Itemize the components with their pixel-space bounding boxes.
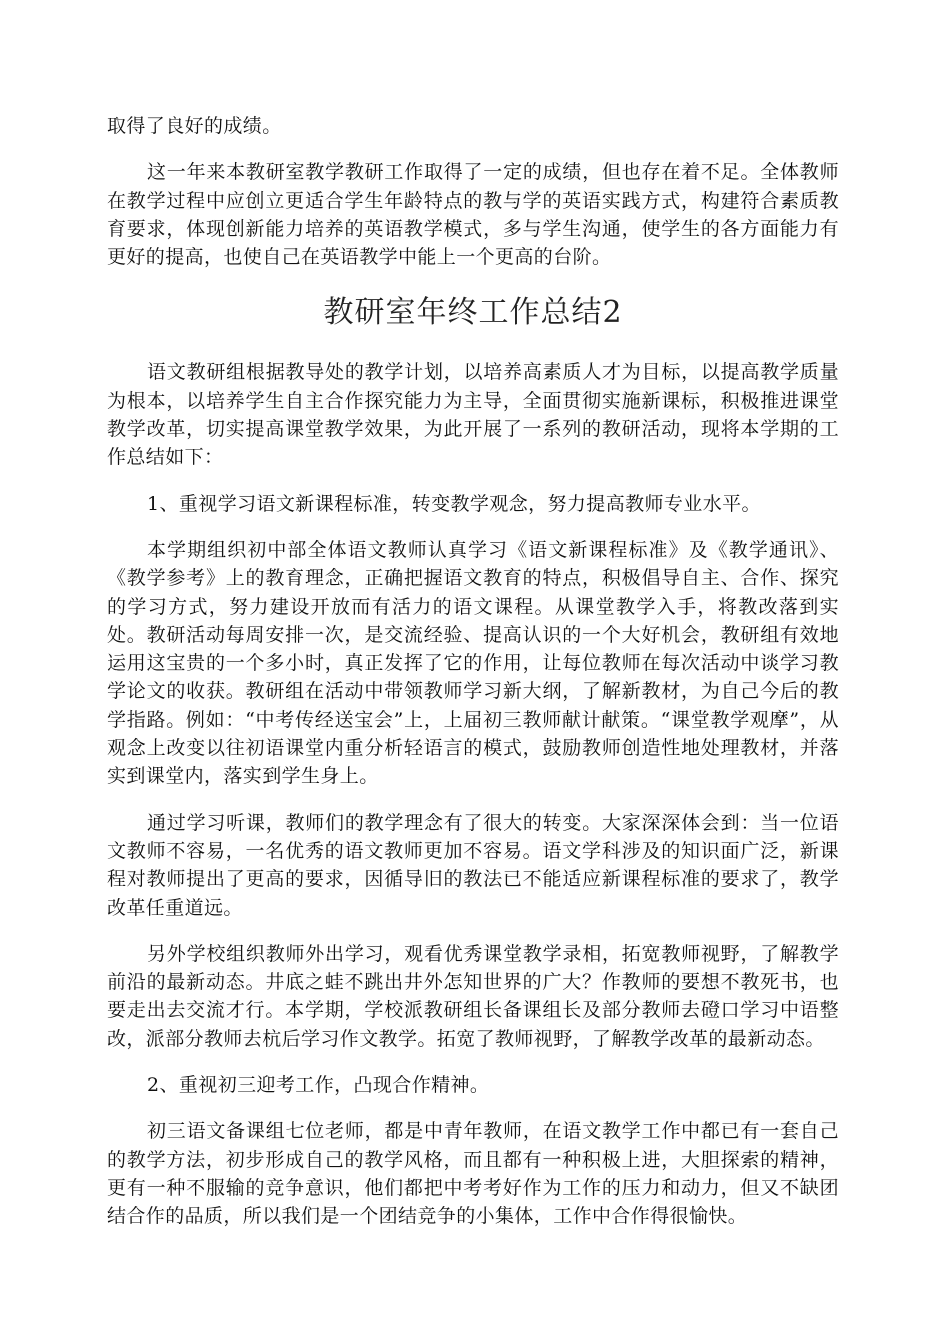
paragraph-observation: 通过学习听课，教师们的教学理念有了很大的转变。大家深深体会到：当一位语文教师不容易，一名优秀的语文教师更加不容易。语文学科涉及的知识面广泛，新课程对教师提出了更高的要求，因循导旧的教法已不能适应新课程标准的要求了，教学改革任重道远。 [107,811,839,919]
paragraph-continuation: 取得了良好的成绩。 [107,115,282,137]
paragraph-summary: 这一年来本教研室教学教研工作取得了一定的成绩，但也存在着不足。全体教师在教学过程中应创立更适合学生年龄特点的教与学的英语实践方式，构建符合素质教育要求，体现创新能力培养的英语教学模式，多与学生沟通，使学生的各方面能力有更好的提高，也使自己在英语教学中能上一个更高的台阶。 [107,161,839,269]
paragraph-external-learning: 另外学校组织教师外出学习，观看优秀课堂教学录相，拓宽教师视野，了解教学前沿的最新动态。井底之蛙不跳出井外怎知世界的广大？作教师的要想不教死书，也要走出去交流才行。本学期，学校派教研组长备课组长及部分教师去磴口学习中语整改，派部分教师去杭后学习作文教学。拓宽了教师视野，了解教学改革的最新动态。 [107,942,839,1050]
document-title: 教研室年终工作总结2 [323,295,623,331]
paragraph-study-standards: 本学期组织初中部全体语文教师认真学习《语文新课程标准》及《教学通讯》、《教学参考》上的教育理念，正确把握语文教育的特点，积极倡导自主、合作、探究的学习方式，努力建设开放而有活力的语文课程。从课堂教学入手，将教改落到实处。教研活动每周安排一次，是交流经验、提高认识的一个大好机会，教研组有效地运用这宝贵的一个多小时，真正发挥了它的作用，让每位教师在每次活动中谈学习教学论文的收获。教研组在活动中带领教师学习新大纲，了解新教材，为自己今后的教学指路。例如：“中考传经送宝会”上，上届初三教师献计献策。“课堂教学观摩”，从观念上改变以往初语课堂内重分析轻语言的模式，鼓励教师创造性地处理教材，并落实到课堂内，落实到学生身上。 [107,538,839,788]
paragraph-grade-nine-team: 初三语文备课组七位老师，都是中青年教师，在语文教学工作中都已有一套自己的教学方法，初步形成自己的教学风格，而且都有一种积极上进，大胆探索的精神，更有一种不服输的竞争意识，他们都把中考考好作为工作的压力和动力，但又不缺团结合作的品质，所以我们是一个团结竞争的小集体，工作中合作得很愉快。 [107,1120,839,1228]
document-page [107,112,839,1231]
section-heading-2: 2、重视初三迎考工作，凸现合作精神。 [147,1074,490,1097]
paragraph-intro: 语文教研组根据教导处的教学计划，以培养高素质人才为目标，以提高教学质量为根本，以培养学生自主合作探究能力为主导，全面贯彻实施新课标，积极推进课堂教学改革，切实提高课堂教学效果，为此开展了一系列的教研活动，现将本学期的工作总结如下： [107,361,839,469]
section-heading-1: 1、重视学习语文新课程标准，转变教学观念，努力提高教师专业水平。 [147,492,761,515]
